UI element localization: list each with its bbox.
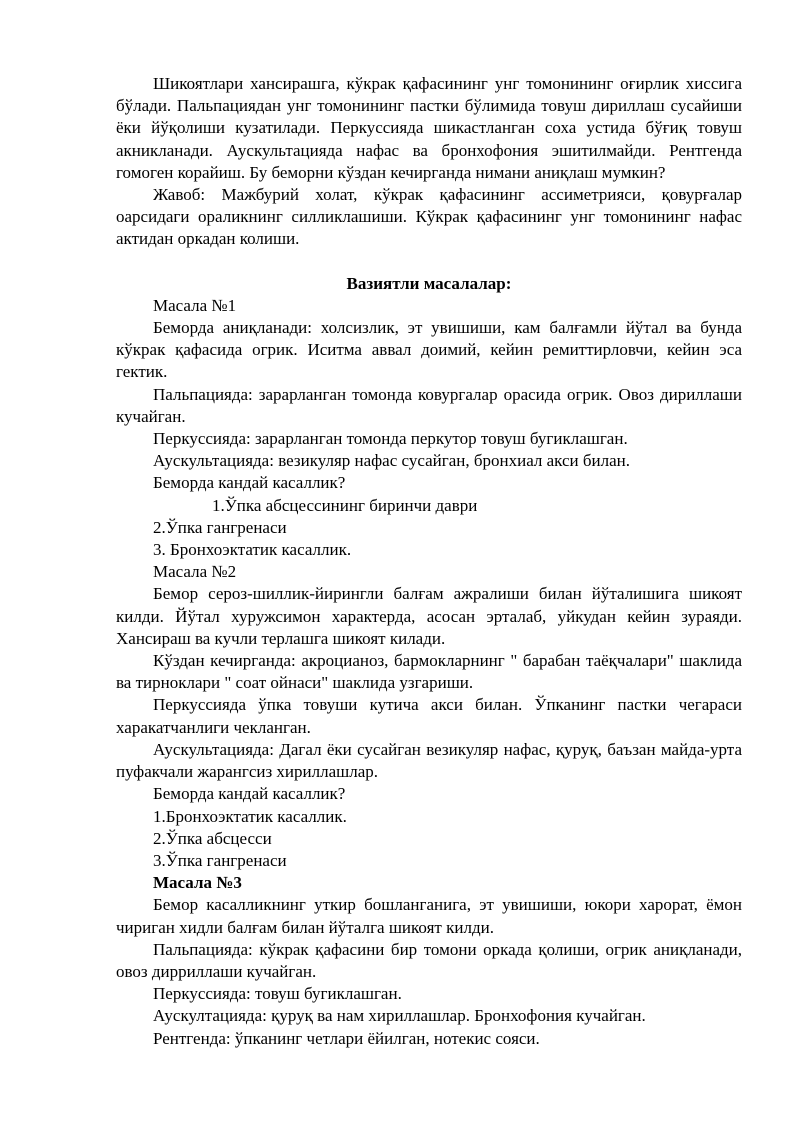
task3-title: Масала №3 (153, 873, 242, 893)
task1-option: 3. Бронхоэктатик касаллик. (153, 540, 352, 560)
task2-complaints: Бемор сероз-шиллик-йирингли балғам ажралиши билан йўталишига шикоят килди. Йўтал хуружсимон характерда, асосан эрталаб, уйкудан кейин зураяди. Хансираш ва кучли терлашга шикоят килади. (116, 584, 742, 648)
task2-option: 1.Бронхоэктатик касаллик. (153, 806, 347, 826)
task3-palpation: Пальпацияда: кўкрак қафасини бир томони оркада қолиши, огрик аниқланади, овоз дирриллаши кучайган. (116, 939, 742, 981)
answer-paragraph: Жавоб: Мажбурий холат, кўкрак қафасининг ассиметрияси, қовурғалар оарсидаги ораликнинг силликлашиши. Кўкрак қафасининг унг томонининг нафас актидан оркадан колиши. (116, 185, 742, 249)
task3-percussion: Перкуссияда: товуш бугиклашган. (153, 984, 402, 1004)
task2-title: Масала №2 (153, 562, 237, 582)
task3-auscultation: Аускултацияда: қуруқ ва нам хириллашлар. Бронхофония кучайган. (153, 1006, 646, 1026)
task1-question: Беморда кандай касаллик? (153, 473, 346, 493)
intro-paragraph: Шикоятлари хансирашга, кўкрак қафасининг унг томонининг оғирлик хиссига бўлади. Пальпациядан унг томонининг пастки бўлимида товуш дириллаш сусайиши ёки йўқолиши кузатилади. Перкуссияда шикастланган соха устида бўғиқ товуш акникланади. Аускультацияда нафас ва бронхофония эшитилмайди. Рентгенда гомоген корайиш. Бу беморни кўздан кечирганда нимани аниқлаш мумкин? (116, 74, 742, 182)
section-heading: Вазиятли масалалар: (346, 273, 512, 293)
task1-option: 1.Ўпка абсцессининг биринчи даври (212, 495, 478, 515)
task2-option: 3.Ўпка гангренаси (153, 850, 287, 870)
task1-auscultation: Аускультацияда: везикуляр нафас сусайган, бронхиал акси билан. (153, 451, 631, 471)
task1-palpation: Пальпацияда: зарарланган томонда ковургалар орасида огрик. Овоз дириллаши кучайган. (116, 384, 742, 426)
task1-option: 2.Ўпка гангренаси (153, 517, 287, 537)
task3-complaints: Бемор касалликнинг уткир бошланганига, эт увишиши, юкори харорат, ёмон чириган хидли балғам билан йўталга шикоят килди. (116, 895, 742, 937)
task1-complaints: Беморда аниқланади: холсизлик, эт увишиши, кам балғамли йўтал ва бунда кўкрак қафасида огрик. Иситма аввал доимий, кейин ремиттирловчи, кейин эса гектик. (116, 318, 742, 382)
task2-inspection: Кўздан кечирганда: акроцианоз, бармокларнинг " барабан таёқчалари" шаклида ва тирноклари " соат ойнаси" шаклида узгариши. (116, 651, 742, 693)
task3-xray: Рентгенда: ўпканинг четлари ёйилган, нотекис сояси. (153, 1028, 540, 1048)
task1-title: Масала №1 (153, 295, 237, 315)
task2-percussion: Перкуссияда ўпка товуши кутича акси билан. Ўпканинг пастки чегараси харакатчанлиги чекланган. (116, 695, 742, 737)
task2-option: 2.Ўпка абсцесси (153, 828, 272, 848)
task1-percussion: Перкуссияда: зарарланган томонда перкутор товуш бугиклашган. (153, 429, 628, 449)
document-body (116, 73, 742, 1050)
task2-question: Беморда кандай касаллик? (153, 784, 346, 804)
task2-auscultation: Аускультацияда: Дагал ёки сусайган везикуляр нафас, қуруқ, баъзан майда-урта пуфакчали жарангсиз хириллашлар. (116, 739, 742, 782)
